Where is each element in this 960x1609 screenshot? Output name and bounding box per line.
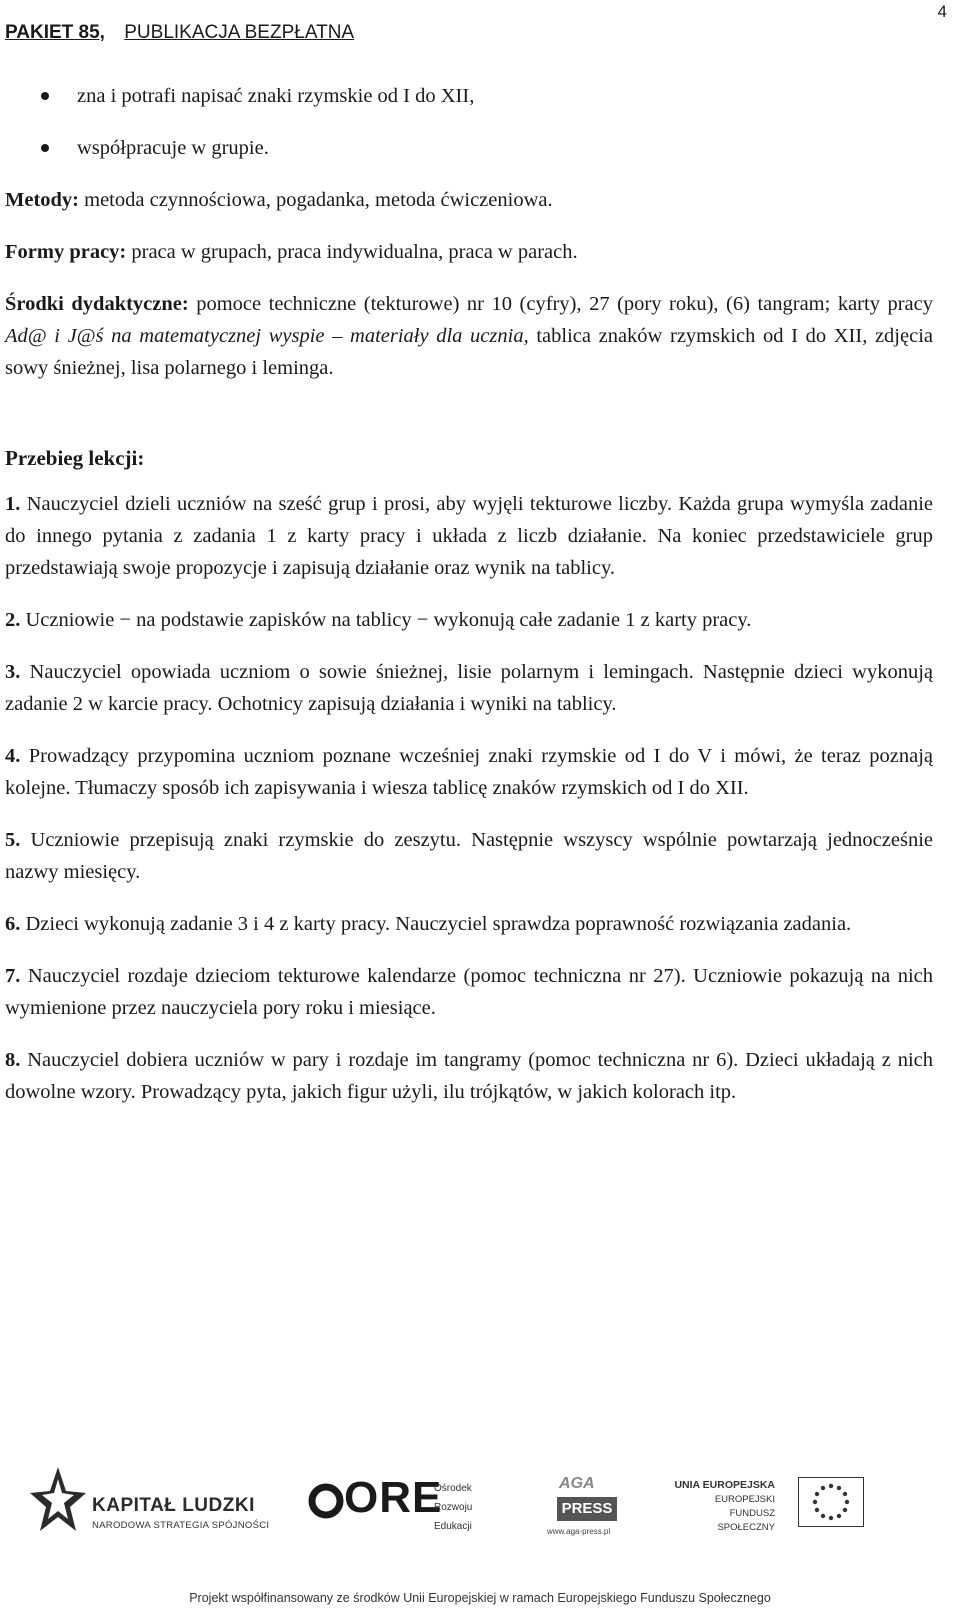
- footer-caption: Projekt współfinansowany ze środków Unii Europejskiej w ramach Europejskiego Funduszu Społecznego: [189, 1591, 771, 1605]
- step-number: 7.: [5, 965, 21, 987]
- forms-text: praca w grupach, praca indywidualna, praca w parach.: [126, 241, 578, 263]
- lesson-step: [5, 960, 933, 1024]
- step-text: Nauczyciel opowiada uczniom o sowie śnieżnej, lisie polarnym i lemingach. Następnie dzieci wykonują zadanie 2 w karcie pracy. Ochotnicy zapisują działania i wyniki na tablicy.: [5, 661, 933, 715]
- aids-text: pomoce techniczne (tekturowe) nr 10 (cyfry), 27 (pory roku), (6) tangram; karty pracy: [188, 293, 933, 315]
- step-number: 1.: [5, 493, 21, 515]
- star-icon: [30, 1465, 88, 1543]
- kapital-subtitle: NARODOWA STRATEGIA SPÓJNOŚCI: [92, 1520, 270, 1531]
- eu-flag-icon: [798, 1477, 864, 1527]
- eu-line: UNIA EUROPEJSKA: [674, 1479, 775, 1491]
- eu-line: EUROPEJSKI: [714, 1494, 775, 1505]
- lesson-step: [5, 908, 933, 940]
- aga-wordmark: AGA: [559, 1475, 595, 1492]
- list-item: [5, 80, 933, 112]
- ore-line: Edukacji: [434, 1521, 472, 1532]
- step-number: 2.: [5, 609, 21, 631]
- ore-name: [434, 1479, 504, 1536]
- ore-line: Ośrodek: [434, 1483, 472, 1494]
- kapital-title: KAPITAŁ LUDZKI: [92, 1495, 255, 1516]
- methods-text: metoda czynnościowa, pogadanka, metoda ćwiczeniowa.: [79, 189, 553, 211]
- methods-paragraph: [5, 184, 933, 216]
- aids-paragraph: [5, 288, 933, 384]
- eu-text: [670, 1477, 775, 1535]
- eu-logo: [670, 1477, 930, 1541]
- lesson-step: [5, 656, 933, 720]
- ore-wordmark: ORE: [344, 1473, 443, 1522]
- aga-press-logo: [545, 1473, 635, 1545]
- lesson-step: [5, 488, 933, 584]
- step-text: Prowadzący przypomina uczniom poznane wcześniej znaki rzymskie od I do V i mówi, że teraz poznają kolejne. Tłumaczy sposób ich zapisywania i wiesza tablicę znaków rzymskich od I do XII.: [5, 745, 933, 799]
- ore-ring-icon: [308, 1479, 344, 1523]
- lesson-heading: Przebieg lekcji:: [5, 446, 145, 470]
- lesson-step: [5, 824, 933, 888]
- series-label: PAKIET 85,: [5, 22, 105, 43]
- methods-label: Metody:: [5, 189, 80, 211]
- list-item-text: współpracuje w grupie.: [77, 137, 269, 159]
- page-footer: [0, 1455, 960, 1609]
- list-item-text: zna i potrafi napisać znaki rzymskie od I do XII,: [77, 85, 475, 107]
- step-text: Nauczyciel dzieli uczniów na sześć grup i prosi, aby wyjęli tekturowe liczby. Każda grupa wymyśla zadanie do innego pytania z zadania 1 z karty pracy i układa z liczb działanie. Na koniec przedstawiciele grup przedstawiają swoje propozycje i zapisują działanie oraz wynik na tablicy.: [5, 493, 933, 579]
- page-header: [5, 2, 955, 52]
- step-number: 4.: [5, 745, 21, 767]
- aids-label: Środki dydaktyczne:: [5, 293, 189, 315]
- step-number: 6.: [5, 913, 21, 935]
- step-number: 3.: [5, 661, 21, 683]
- worksheet-title: Ad@ i J@ś na matematycznej wyspie – materiały dla ucznia: [5, 325, 524, 347]
- step-text: Uczniowie − na podstawie zapisków na tablicy − wykonują całe zadanie 1 z karty pracy.: [20, 609, 752, 631]
- step-text: Nauczyciel rozdaje dzieciom tekturowe kalendarze (pomoc techniczna nr 27). Uczniowie pokazują na nich wymienione przez nauczyciela pory roku i miesiące.: [5, 965, 933, 1019]
- forms-label: Formy pracy:: [5, 241, 127, 263]
- page-number: 4: [937, 2, 947, 21]
- step-number: 5.: [5, 829, 21, 851]
- bullet-icon: [41, 144, 49, 152]
- bullet-icon: [41, 92, 49, 100]
- lesson-step: [5, 604, 933, 636]
- step-text: Uczniowie przepisują znaki rzymskie do zeszytu. Następnie wszyscy wspólnie powtarzają jednocześnie nazwy miesięcy.: [5, 829, 933, 883]
- eu-line: FUNDUSZ SPOŁECZNY: [717, 1508, 775, 1533]
- step-text: Dzieci wykonują zadanie 3 i 4 z karty pracy. Nauczyciel sprawdza poprawność rozwiązania zadania.: [20, 913, 852, 935]
- kapital-ludzki-logo: [30, 1465, 310, 1543]
- document-body: [5, 80, 933, 1128]
- step-text: Nauczyciel dobiera uczniów w pary i rozdaje im tangramy (pomoc techniczna nr 6). Dzieci układają z nich dowolne wzory. Prowadzący pyta, jakich figur użyli, ilu trójkątów, w jakich kolorach itp.: [5, 1049, 933, 1103]
- lesson-step: [5, 740, 933, 804]
- aids-text-end: , tablica znaków rzymskich od I do XII, zdjęcia sowy śnieżnej, lisa polarnego i leminga.: [5, 325, 933, 379]
- publication-label: PUBLIKACJA BEZPŁATNA: [124, 22, 355, 43]
- objectives-list: [5, 80, 933, 164]
- forms-paragraph: [5, 236, 933, 268]
- aga-url: www.aga-press.pl: [547, 1527, 611, 1536]
- press-wordmark: PRESS: [557, 1497, 617, 1521]
- lesson-step: [5, 1044, 933, 1108]
- ore-logo: [308, 1475, 508, 1535]
- ore-line: Rozwoju: [434, 1502, 473, 1513]
- step-number: 8.: [5, 1049, 21, 1071]
- list-item: [5, 132, 933, 164]
